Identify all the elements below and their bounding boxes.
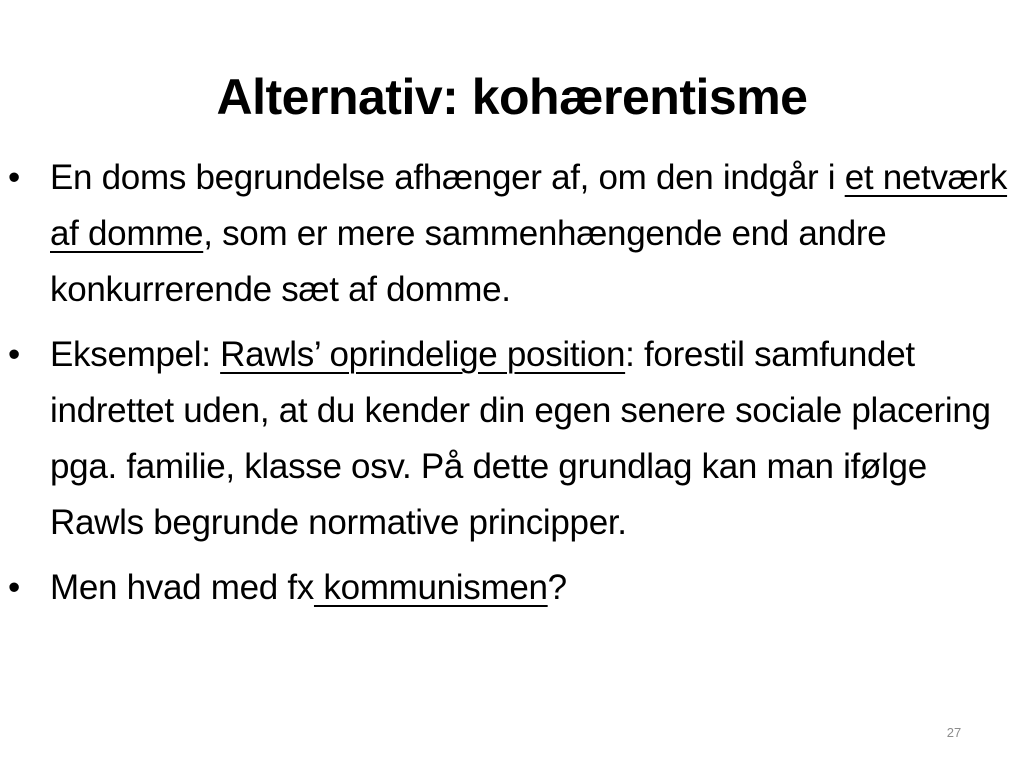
bullet-text: ? [547, 568, 567, 607]
slide-title: Alternativ: kohærentisme [216, 69, 808, 125]
bullet-marker: • [8, 335, 20, 374]
bullet-item-coherentism-definition [8, 150, 1020, 318]
bullet-text: En doms begrundelse afhænger af, om den indgår i [50, 158, 845, 197]
underlined-phrase: kommunismen [313, 568, 548, 607]
bullet-item-communism-question [8, 560, 1020, 616]
page-number: 27 [946, 725, 962, 740]
bullet-marker: • [8, 568, 20, 607]
bullet-text: Men hvad med fx [50, 568, 314, 607]
bullet-list [8, 150, 1020, 625]
underlined-phrase: et netværk af domme [50, 158, 1008, 253]
bullet-text: Eksempel: [50, 335, 221, 374]
bullet-item-rawls-example [8, 327, 1020, 551]
bullet-text: : forestil samfundet indrettet uden, at du kender din egen senere sociale placering pga. familie, klasse osv. På dette grundlag kan man ifølge Rawls begrunde normative principper. [50, 335, 991, 542]
bullet-marker: • [8, 158, 20, 197]
underlined-phrase: Rawls’ oprindelige position [220, 335, 626, 374]
bullet-text: , som er mere sammenhængende end andre konkurrerende sæt af domme. [50, 214, 887, 309]
